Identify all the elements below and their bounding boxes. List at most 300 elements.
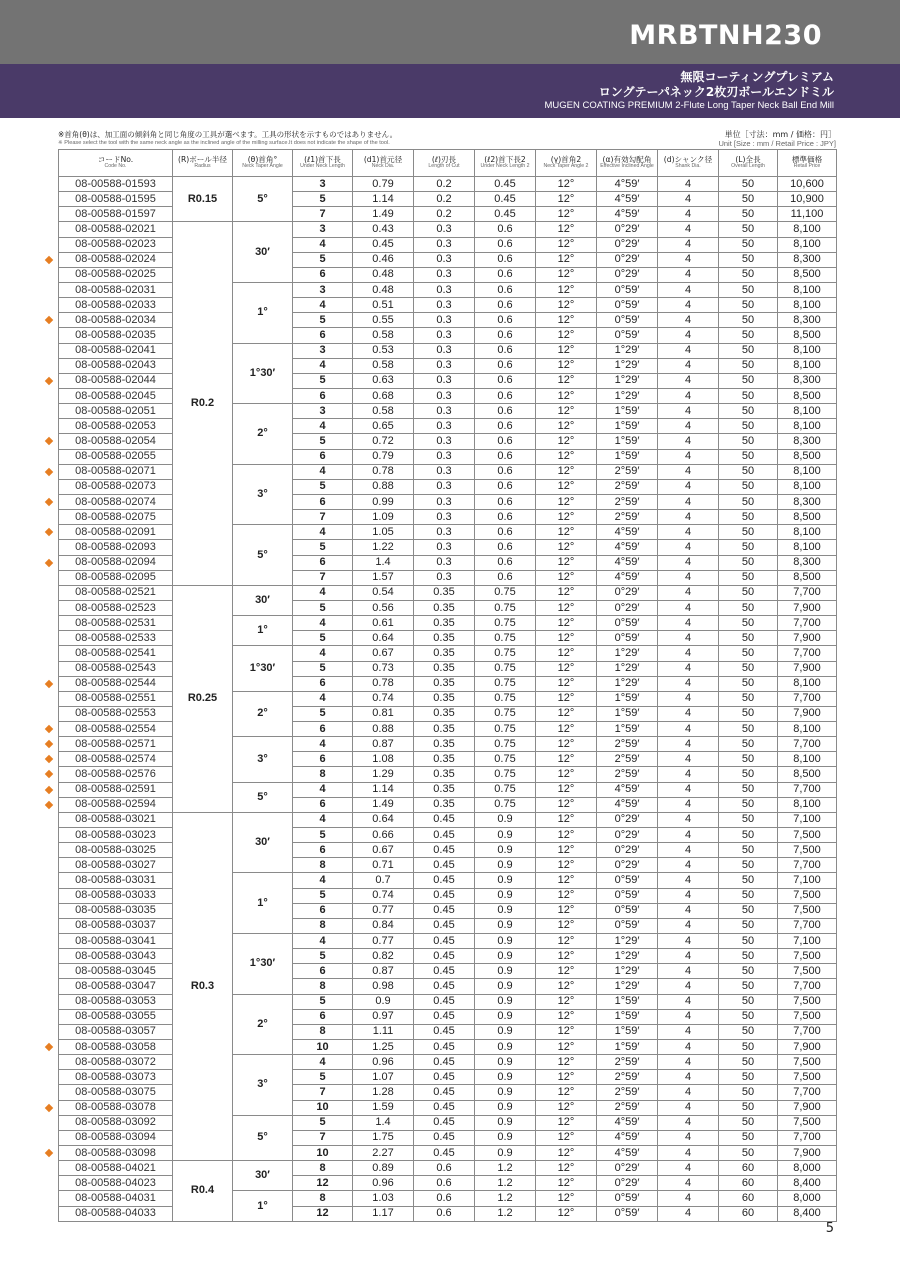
under-neck-length2-cell: 0.6 — [475, 388, 536, 403]
effective-angle-cell: 0°29′ — [597, 843, 658, 858]
effective-angle-cell: 2°59′ — [597, 1100, 658, 1115]
neck-dia-cell: 0.68 — [353, 388, 414, 403]
retail-price-cell: 8,100 — [778, 722, 837, 737]
effective-angle-cell: 0°29′ — [597, 600, 658, 615]
shank-dia-cell: 4 — [658, 737, 719, 752]
code-no-cell: 08-00588-03047 — [59, 979, 173, 994]
overall-length-cell: 50 — [719, 949, 778, 964]
overall-length-cell: 50 — [719, 600, 778, 615]
retail-price-cell: 8,100 — [778, 479, 837, 494]
overall-length-cell: 50 — [719, 1100, 778, 1115]
under-neck-length-cell: 7 — [293, 1085, 353, 1100]
shank-dia-cell: 4 — [658, 918, 719, 933]
code-no-cell: 08-00588-02591 — [59, 782, 173, 797]
neck-dia-cell: 1.29 — [353, 767, 414, 782]
retail-price-cell: 8,500 — [778, 267, 837, 282]
diamond-marker-icon — [45, 1148, 53, 1156]
under-neck-length2-cell: 0.9 — [475, 1040, 536, 1055]
neck-dia-cell: 1.03 — [353, 1191, 414, 1206]
under-neck-length2-cell: 0.6 — [475, 373, 536, 388]
overall-length-cell: 50 — [719, 434, 778, 449]
retail-price-cell: 7,700 — [778, 782, 837, 797]
code-no-cell: 08-00588-03073 — [59, 1070, 173, 1085]
length-of-cut-cell: 0.2 — [414, 192, 475, 207]
shank-dia-cell: 4 — [658, 797, 719, 812]
under-neck-length-cell: 4 — [293, 934, 353, 949]
shank-dia-cell: 4 — [658, 979, 719, 994]
under-neck-length-cell: 6 — [293, 328, 353, 343]
under-neck-length-cell: 6 — [293, 797, 353, 812]
length-of-cut-cell: 0.3 — [414, 313, 475, 328]
effective-angle-cell: 0°29′ — [597, 1161, 658, 1176]
neck-angle2-cell: 12° — [536, 479, 597, 494]
shank-dia-cell: 4 — [658, 1055, 719, 1070]
length-of-cut-cell: 0.2 — [414, 207, 475, 222]
shank-dia-cell: 4 — [658, 691, 719, 706]
effective-angle-cell: 4°59′ — [597, 207, 658, 222]
shank-dia-cell: 4 — [658, 706, 719, 721]
under-neck-length2-cell: 0.9 — [475, 843, 536, 858]
neck-angle-cell: 5° — [233, 177, 293, 222]
retail-price-cell: 7,900 — [778, 631, 837, 646]
under-neck-length-cell: 4 — [293, 691, 353, 706]
neck-angle2-cell: 12° — [536, 1146, 597, 1161]
under-neck-length-cell: 8 — [293, 1024, 353, 1039]
retail-price-cell: 8,500 — [778, 510, 837, 525]
neck-dia-cell: 0.96 — [353, 1055, 414, 1070]
overall-length-cell: 50 — [719, 843, 778, 858]
shank-dia-cell: 4 — [658, 404, 719, 419]
neck-dia-cell: 0.45 — [353, 237, 414, 252]
under-neck-length-cell: 10 — [293, 1100, 353, 1115]
under-neck-length2-cell: 0.9 — [475, 979, 536, 994]
length-of-cut-cell: 0.3 — [414, 540, 475, 555]
neck-dia-cell: 1.4 — [353, 555, 414, 570]
code-no-cell: 08-00588-02073 — [59, 479, 173, 494]
shank-dia-cell: 4 — [658, 873, 719, 888]
under-neck-length2-cell: 0.6 — [475, 570, 536, 585]
neck-angle2-cell: 12° — [536, 646, 597, 661]
effective-angle-cell: 0°59′ — [597, 616, 658, 631]
title-jp-line1: 無限コーティングプレミアム — [680, 70, 834, 84]
neck-dia-cell: 1.14 — [353, 782, 414, 797]
effective-angle-cell: 0°59′ — [597, 903, 658, 918]
neck-angle-cell: 30′ — [233, 585, 293, 615]
under-neck-length2-cell: 0.75 — [475, 722, 536, 737]
under-neck-length2-cell: 0.9 — [475, 918, 536, 933]
code-no-cell: 08-00588-03094 — [59, 1130, 173, 1145]
diamond-marker-icon — [45, 1042, 53, 1050]
retail-price-cell: 7,500 — [778, 1070, 837, 1085]
overall-length-cell: 50 — [719, 934, 778, 949]
shank-dia-cell: 4 — [658, 1206, 719, 1221]
neck-angle2-cell: 12° — [536, 888, 597, 903]
retail-price-cell: 7,500 — [778, 964, 837, 979]
overall-length-cell: 50 — [719, 706, 778, 721]
overall-length-cell: 60 — [719, 1191, 778, 1206]
length-of-cut-cell: 0.3 — [414, 494, 475, 509]
shank-dia-cell: 4 — [658, 676, 719, 691]
length-of-cut-cell: 0.45 — [414, 873, 475, 888]
neck-angle2-cell: 12° — [536, 903, 597, 918]
length-of-cut-cell: 0.35 — [414, 631, 475, 646]
shank-dia-cell: 4 — [658, 388, 719, 403]
neck-dia-cell: 1.25 — [353, 1040, 414, 1055]
col-header: 標準価格 Retail Price — [778, 150, 837, 177]
neck-dia-cell: 0.65 — [353, 419, 414, 434]
shank-dia-cell: 4 — [658, 1146, 719, 1161]
under-neck-length2-cell: 0.6 — [475, 525, 536, 540]
effective-angle-cell: 0°59′ — [597, 888, 658, 903]
overall-length-cell: 50 — [719, 1055, 778, 1070]
code-no-cell: 08-00588-03043 — [59, 949, 173, 964]
code-no-cell: 08-00588-03025 — [59, 843, 173, 858]
neck-dia-cell: 0.48 — [353, 282, 414, 297]
neck-angle2-cell: 12° — [536, 237, 597, 252]
neck-angle2-cell: 12° — [536, 1040, 597, 1055]
overall-length-cell: 50 — [719, 1085, 778, 1100]
table-header-row — [59, 150, 837, 177]
neck-angle2-cell: 12° — [536, 752, 597, 767]
length-of-cut-cell: 0.45 — [414, 1146, 475, 1161]
under-neck-length2-cell: 0.75 — [475, 752, 536, 767]
effective-angle-cell: 1°29′ — [597, 388, 658, 403]
effective-angle-cell: 2°59′ — [597, 479, 658, 494]
length-of-cut-cell: 0.3 — [414, 358, 475, 373]
code-no-cell: 08-00588-02043 — [59, 358, 173, 373]
shank-dia-cell: 4 — [658, 631, 719, 646]
effective-angle-cell: 4°59′ — [597, 1130, 658, 1145]
neck-dia-cell: 0.79 — [353, 177, 414, 192]
col-header: (ℓ2)首下長2 Under Neck Length 2 — [475, 150, 536, 177]
overall-length-cell: 50 — [719, 616, 778, 631]
code-no-cell: 08-00588-02571 — [59, 737, 173, 752]
retail-price-cell: 10,600 — [778, 177, 837, 192]
col-header: (d1)首元径 Neck Dia. — [353, 150, 414, 177]
effective-angle-cell: 2°59′ — [597, 752, 658, 767]
under-neck-length2-cell: 0.75 — [475, 737, 536, 752]
code-no-cell: 08-00588-03031 — [59, 873, 173, 888]
retail-price-cell: 7,500 — [778, 843, 837, 858]
under-neck-length2-cell: 0.9 — [475, 1055, 536, 1070]
neck-dia-cell: 0.74 — [353, 691, 414, 706]
overall-length-cell: 50 — [719, 888, 778, 903]
under-neck-length-cell: 7 — [293, 1130, 353, 1145]
retail-price-cell: 7,500 — [778, 1009, 837, 1024]
header-title-band — [0, 64, 900, 118]
length-of-cut-cell: 0.35 — [414, 737, 475, 752]
code-no-cell: 08-00588-02034 — [59, 313, 173, 328]
neck-dia-cell: 0.58 — [353, 404, 414, 419]
retail-price-cell: 8,300 — [778, 313, 837, 328]
under-neck-length-cell: 8 — [293, 1191, 353, 1206]
code-no-cell: 08-00588-04021 — [59, 1161, 173, 1176]
under-neck-length2-cell: 0.9 — [475, 964, 536, 979]
under-neck-length2-cell: 0.6 — [475, 540, 536, 555]
diamond-marker-icon — [45, 739, 53, 747]
under-neck-length-cell: 5 — [293, 1070, 353, 1085]
under-neck-length-cell: 4 — [293, 237, 353, 252]
neck-dia-cell: 0.56 — [353, 600, 414, 615]
length-of-cut-cell: 0.45 — [414, 903, 475, 918]
effective-angle-cell: 0°59′ — [597, 1206, 658, 1221]
effective-angle-cell: 0°29′ — [597, 222, 658, 237]
under-neck-length2-cell: 0.9 — [475, 1130, 536, 1145]
length-of-cut-cell: 0.3 — [414, 404, 475, 419]
effective-angle-cell: 1°59′ — [597, 1009, 658, 1024]
col-header: (γ)首角2 Neck Taper Angle 2 — [536, 150, 597, 177]
neck-dia-cell: 0.71 — [353, 858, 414, 873]
under-neck-length-cell: 4 — [293, 298, 353, 313]
neck-dia-cell: 0.67 — [353, 843, 414, 858]
retail-price-cell: 8,300 — [778, 555, 837, 570]
neck-angle2-cell: 12° — [536, 706, 597, 721]
effective-angle-cell: 0°29′ — [597, 252, 658, 267]
retail-price-cell: 8,100 — [778, 282, 837, 297]
overall-length-cell: 50 — [719, 797, 778, 812]
neck-angle2-cell: 12° — [536, 585, 597, 600]
overall-length-cell: 50 — [719, 328, 778, 343]
overall-length-cell: 50 — [719, 267, 778, 282]
under-neck-length2-cell: 0.9 — [475, 1024, 536, 1039]
retail-price-cell: 7,900 — [778, 1146, 837, 1161]
col-header: (ℓ)刃長 Length of Cut — [414, 150, 475, 177]
under-neck-length-cell: 6 — [293, 903, 353, 918]
overall-length-cell: 50 — [719, 782, 778, 797]
length-of-cut-cell: 0.45 — [414, 918, 475, 933]
code-no-cell: 08-00588-02044 — [59, 373, 173, 388]
diamond-marker-icon — [45, 376, 53, 384]
overall-length-cell: 50 — [719, 419, 778, 434]
under-neck-length-cell: 6 — [293, 267, 353, 282]
shank-dia-cell: 4 — [658, 994, 719, 1009]
note-en: ※ Please select the tool with the same neck angle as the inclined angle of the milling surface.It does not indicate the shape of the tool. — [58, 140, 390, 146]
under-neck-length2-cell: 1.2 — [475, 1161, 536, 1176]
retail-price-cell: 7,900 — [778, 1040, 837, 1055]
under-neck-length2-cell: 0.6 — [475, 282, 536, 297]
neck-angle-cell: 1°30′ — [233, 646, 293, 691]
under-neck-length2-cell: 0.9 — [475, 873, 536, 888]
code-no-cell: 08-00588-02055 — [59, 449, 173, 464]
neck-angle-cell: 30′ — [233, 222, 293, 283]
under-neck-length-cell: 3 — [293, 177, 353, 192]
length-of-cut-cell: 0.3 — [414, 449, 475, 464]
shank-dia-cell: 4 — [658, 964, 719, 979]
effective-angle-cell: 1°29′ — [597, 646, 658, 661]
shank-dia-cell: 4 — [658, 479, 719, 494]
neck-angle2-cell: 12° — [536, 994, 597, 1009]
length-of-cut-cell: 0.35 — [414, 661, 475, 676]
effective-angle-cell: 1°59′ — [597, 994, 658, 1009]
code-no-cell: 08-00588-02024 — [59, 252, 173, 267]
under-neck-length2-cell: 0.6 — [475, 510, 536, 525]
effective-angle-cell: 2°59′ — [597, 1055, 658, 1070]
overall-length-cell: 50 — [719, 1040, 778, 1055]
length-of-cut-cell: 0.45 — [414, 979, 475, 994]
neck-angle2-cell: 12° — [536, 737, 597, 752]
code-no-cell: 08-00588-02031 — [59, 282, 173, 297]
unit-jp: 単位［寸法：mm / 価格：円］ — [724, 130, 836, 139]
under-neck-length2-cell: 1.2 — [475, 1191, 536, 1206]
length-of-cut-cell: 0.45 — [414, 1100, 475, 1115]
length-of-cut-cell: 0.35 — [414, 676, 475, 691]
effective-angle-cell: 4°59′ — [597, 1146, 658, 1161]
retail-price-cell: 8,100 — [778, 237, 837, 252]
retail-price-cell: 8,500 — [778, 328, 837, 343]
under-neck-length2-cell: 0.9 — [475, 949, 536, 964]
neck-angle2-cell: 12° — [536, 449, 597, 464]
length-of-cut-cell: 0.3 — [414, 222, 475, 237]
neck-angle-cell: 5° — [233, 1115, 293, 1160]
effective-angle-cell: 0°59′ — [597, 313, 658, 328]
overall-length-cell: 50 — [719, 570, 778, 585]
under-neck-length-cell: 3 — [293, 343, 353, 358]
shank-dia-cell: 4 — [658, 812, 719, 827]
length-of-cut-cell: 0.45 — [414, 1024, 475, 1039]
code-no-cell: 08-00588-02094 — [59, 555, 173, 570]
overall-length-cell: 50 — [719, 252, 778, 267]
length-of-cut-cell: 0.35 — [414, 646, 475, 661]
retail-price-cell: 8,100 — [778, 752, 837, 767]
effective-angle-cell: 0°29′ — [597, 585, 658, 600]
retail-price-cell: 7,900 — [778, 1100, 837, 1115]
length-of-cut-cell: 0.45 — [414, 1115, 475, 1130]
length-of-cut-cell: 0.3 — [414, 252, 475, 267]
neck-angle2-cell: 12° — [536, 964, 597, 979]
length-of-cut-cell: 0.45 — [414, 934, 475, 949]
under-neck-length-cell: 12 — [293, 1206, 353, 1221]
under-neck-length-cell: 6 — [293, 388, 353, 403]
neck-dia-cell: 0.53 — [353, 343, 414, 358]
diamond-marker-icon — [45, 800, 53, 808]
retail-price-cell: 11,100 — [778, 207, 837, 222]
neck-dia-cell: 0.73 — [353, 661, 414, 676]
neck-angle2-cell: 12° — [536, 434, 597, 449]
effective-angle-cell: 2°59′ — [597, 464, 658, 479]
effective-angle-cell: 0°29′ — [597, 237, 658, 252]
neck-angle2-cell: 12° — [536, 782, 597, 797]
effective-angle-cell: 1°29′ — [597, 373, 658, 388]
neck-angle2-cell: 12° — [536, 979, 597, 994]
neck-dia-cell: 0.77 — [353, 903, 414, 918]
overall-length-cell: 60 — [719, 1176, 778, 1191]
diamond-marker-icon — [45, 558, 53, 566]
under-neck-length-cell: 5 — [293, 661, 353, 676]
overall-length-cell: 50 — [719, 298, 778, 313]
code-no-cell: 08-00588-02576 — [59, 767, 173, 782]
col-header: コードNo. Code No. — [59, 150, 173, 177]
diamond-marker-icon — [45, 679, 53, 687]
length-of-cut-cell: 0.45 — [414, 812, 475, 827]
neck-angle2-cell: 12° — [536, 661, 597, 676]
overall-length-cell: 50 — [719, 373, 778, 388]
length-of-cut-cell: 0.3 — [414, 479, 475, 494]
neck-dia-cell: 0.77 — [353, 934, 414, 949]
effective-angle-cell: 0°59′ — [597, 918, 658, 933]
code-no-cell: 08-00588-02071 — [59, 464, 173, 479]
length-of-cut-cell: 0.45 — [414, 1040, 475, 1055]
shank-dia-cell: 4 — [658, 722, 719, 737]
shank-dia-cell: 4 — [658, 252, 719, 267]
neck-angle-cell: 2° — [233, 404, 293, 465]
code-no-cell: 08-00588-03053 — [59, 994, 173, 1009]
neck-angle2-cell: 12° — [536, 540, 597, 555]
diamond-marker-icon — [45, 436, 53, 444]
neck-dia-cell: 0.55 — [353, 313, 414, 328]
retail-price-cell: 8,100 — [778, 404, 837, 419]
length-of-cut-cell: 0.35 — [414, 706, 475, 721]
retail-price-cell: 8,100 — [778, 525, 837, 540]
neck-angle-cell: 3° — [233, 1055, 293, 1116]
neck-angle2-cell: 12° — [536, 1070, 597, 1085]
under-neck-length-cell: 4 — [293, 1055, 353, 1070]
length-of-cut-cell: 0.3 — [414, 419, 475, 434]
effective-angle-cell: 2°59′ — [597, 737, 658, 752]
retail-price-cell: 7,700 — [778, 691, 837, 706]
length-of-cut-cell: 0.6 — [414, 1206, 475, 1221]
neck-dia-cell: 1.4 — [353, 1115, 414, 1130]
under-neck-length-cell: 6 — [293, 449, 353, 464]
effective-angle-cell: 4°59′ — [597, 797, 658, 812]
length-of-cut-cell: 0.45 — [414, 964, 475, 979]
length-of-cut-cell: 0.35 — [414, 600, 475, 615]
neck-angle2-cell: 12° — [536, 812, 597, 827]
under-neck-length-cell: 3 — [293, 404, 353, 419]
neck-angle2-cell: 12° — [536, 873, 597, 888]
overall-length-cell: 50 — [719, 525, 778, 540]
shank-dia-cell: 4 — [658, 1191, 719, 1206]
neck-dia-cell: 0.7 — [353, 873, 414, 888]
effective-angle-cell: 0°59′ — [597, 631, 658, 646]
retail-price-cell: 8,100 — [778, 464, 837, 479]
under-neck-length2-cell: 0.6 — [475, 358, 536, 373]
code-no-cell: 08-00588-03041 — [59, 934, 173, 949]
overall-length-cell: 60 — [719, 1161, 778, 1176]
table-row — [59, 222, 837, 237]
radius-cell: R0.2 — [173, 222, 233, 585]
retail-price-cell: 8,100 — [778, 222, 837, 237]
neck-angle2-cell: 12° — [536, 1024, 597, 1039]
under-neck-length-cell: 4 — [293, 464, 353, 479]
effective-angle-cell: 4°59′ — [597, 555, 658, 570]
under-neck-length2-cell: 0.75 — [475, 631, 536, 646]
retail-price-cell: 7,100 — [778, 934, 837, 949]
shank-dia-cell: 4 — [658, 177, 719, 192]
neck-angle-cell: 1°30′ — [233, 343, 293, 404]
neck-angle2-cell: 12° — [536, 918, 597, 933]
under-neck-length2-cell: 0.75 — [475, 585, 536, 600]
neck-angle-cell: 1° — [233, 282, 293, 343]
under-neck-length2-cell: 0.6 — [475, 343, 536, 358]
neck-angle2-cell: 12° — [536, 267, 597, 282]
retail-price-cell: 7,700 — [778, 616, 837, 631]
diamond-marker-icon — [45, 1103, 53, 1111]
length-of-cut-cell: 0.3 — [414, 510, 475, 525]
retail-price-cell: 7,500 — [778, 1115, 837, 1130]
length-of-cut-cell: 0.3 — [414, 434, 475, 449]
neck-dia-cell: 0.51 — [353, 298, 414, 313]
diamond-marker-icon — [45, 785, 53, 793]
overall-length-cell: 50 — [719, 282, 778, 297]
retail-price-cell: 7,700 — [778, 979, 837, 994]
effective-angle-cell: 1°59′ — [597, 419, 658, 434]
under-neck-length2-cell: 0.75 — [475, 797, 536, 812]
shank-dia-cell: 4 — [658, 434, 719, 449]
retail-price-cell: 8,000 — [778, 1161, 837, 1176]
code-no-cell: 08-00588-03072 — [59, 1055, 173, 1070]
neck-dia-cell: 0.48 — [353, 267, 414, 282]
retail-price-cell: 7,700 — [778, 737, 837, 752]
